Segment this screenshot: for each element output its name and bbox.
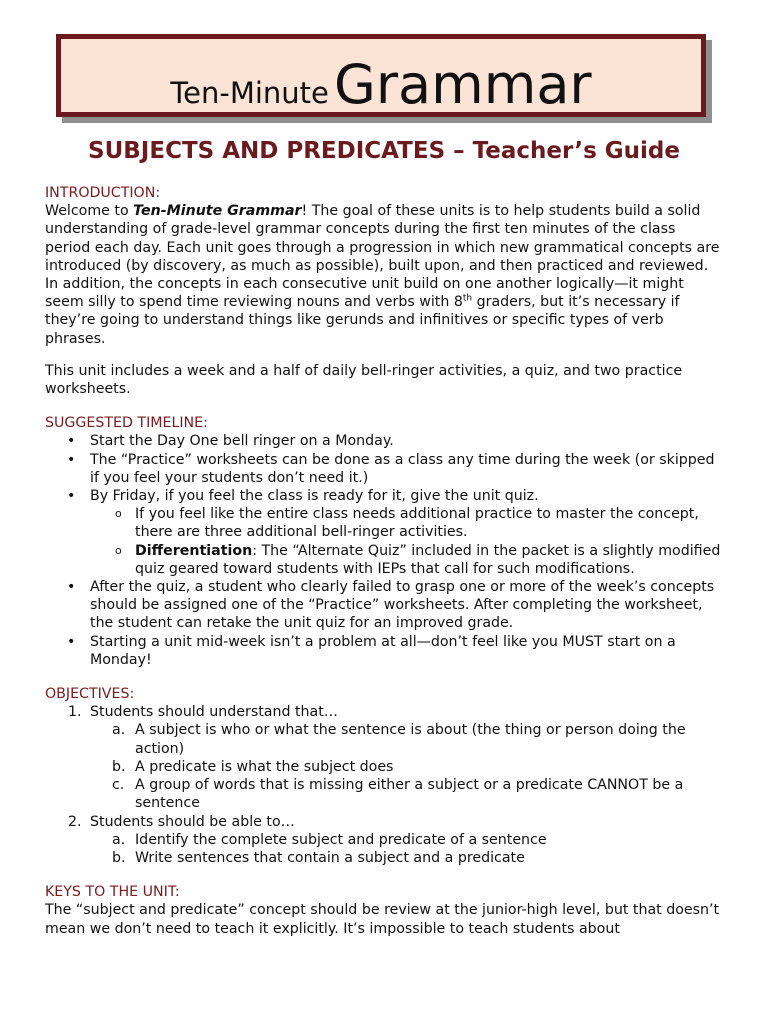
list-item-text: Students should understand that… <box>90 704 338 721</box>
intro-superscript: th <box>462 293 473 304</box>
introduction-heading: INTRODUCTION: <box>45 185 161 201</box>
timeline-heading: SUGGESTED TIMELINE: <box>45 415 208 432</box>
document-title <box>61 53 701 116</box>
sublist-item-text: Identify the complete subject and predicate of a sentence <box>135 831 547 848</box>
sublist-item-text: A predicate is what the subject does <box>135 758 394 775</box>
list-letter: b. <box>112 758 126 775</box>
intro-series-name: Ten-Minute Grammar <box>133 203 302 220</box>
sublist-item-text: : The “Alternate Quiz” included in the packet is a slightly modified quiz geared toward students with IEPs that call for such modifications. <box>135 542 721 577</box>
sublist-item-text: Write sentences that contain a subject and a predicate <box>135 849 525 866</box>
sublist-item <box>45 849 725 867</box>
timeline-sublist <box>90 505 725 578</box>
list-item-text: After the quiz, a student who clearly failed to grasp one or more of the week’s concepts should be assigned one of the “Practice” worksheets. After completing the worksheet, the student can retake the unit quiz for an improved grade. <box>90 579 715 632</box>
list-item-text: Starting a unit mid-week isn’t a problem at all—don’t feel like you MUST start on a Monday! <box>90 633 676 668</box>
sublist-item <box>45 542 725 578</box>
sublist-item <box>45 758 725 776</box>
list-item-text: Students should be able to… <box>90 813 295 830</box>
sublist-item-text: If you feel like the entire class needs additional practice to master the concept, there are three additional bell-ringer activities. <box>135 506 699 541</box>
sublist-item-text: A group of words that is missing either a subject or a predicate CANNOT be a sentence <box>135 777 684 812</box>
objectives-sublist <box>90 721 725 812</box>
list-letter: a. <box>112 722 126 739</box>
title-banner <box>56 34 706 117</box>
keys-paragraph: The “subject and predicate” concept should be review at the junior-high level, but that doesn’t mean we don’t need to teach it explicitly. It’s impossible to teach students about <box>45 902 720 937</box>
sublist-item <box>45 831 725 849</box>
list-item <box>45 633 725 669</box>
list-letter: c. <box>112 777 125 794</box>
list-letter: a. <box>112 831 126 848</box>
title-prefix: Ten-Minute <box>170 76 329 110</box>
list-item <box>45 487 725 578</box>
list-item <box>45 451 725 487</box>
sublist-item-text: A subject is who or what the sentence is about (the thing or person doing the action) <box>135 722 686 757</box>
bullet-icon: • <box>67 433 76 450</box>
list-item <box>45 432 725 450</box>
keys-heading: KEYS TO THE UNIT: <box>45 884 180 901</box>
introduction-paragraph <box>45 202 725 348</box>
sublist-item <box>45 776 725 812</box>
bullet-icon: • <box>67 451 76 468</box>
bullet-icon: • <box>67 488 76 505</box>
bullet-icon: • <box>67 633 76 650</box>
differentiation-label: Differentiation <box>135 542 253 559</box>
list-item-text: By Friday, if you feel the class is ready for it, give the unit quiz. <box>90 488 539 505</box>
list-item <box>45 813 725 868</box>
bullet-icon: • <box>67 579 76 596</box>
list-letter: b. <box>112 849 126 866</box>
list-item <box>45 578 725 633</box>
timeline-list <box>45 432 725 669</box>
document-body <box>45 184 725 938</box>
list-item-text: Start the Day One bell ringer on a Monday. <box>90 433 394 450</box>
list-number: 1. <box>68 704 82 721</box>
circle-bullet-icon: o <box>115 543 122 557</box>
objectives-sublist <box>90 831 725 867</box>
unit-contents-paragraph: This unit includes a week and a half of daily bell-ringer activities, a quiz, and two practice worksheets. <box>45 362 683 398</box>
document-subtitle: SUBJECTS AND PREDICATES – Teacher’s Guide <box>88 138 680 164</box>
list-number: 2. <box>68 813 82 830</box>
circle-bullet-icon: o <box>115 507 122 521</box>
intro-text-start: Welcome to <box>45 203 134 220</box>
objectives-list <box>45 703 725 867</box>
intro-text-body: ! The goal of these units is to help students build a solid understanding of grade-level grammar concepts during the first ten minutes of the class period each day. Each unit goes through a progression in which new grammatical concepts are introduced (by discovery, as much as possible), built upon, and then practiced and reviewed. In addition, the concepts in each consecutive unit build on one another logically—it might seem silly to spend time reviewing nouns and verbs with 8 <box>45 203 720 311</box>
intro-text-end: graders, but it’s necessary if they’re going to understand things like gerunds and infinitives or specific types of verb phrases. <box>45 294 680 347</box>
list-item <box>45 703 725 812</box>
sublist-item <box>45 721 725 757</box>
sublist-item <box>45 505 725 541</box>
list-item-text: The “Practice” worksheets can be done as a class any time during the week (or skipped if you feel your students don’t need it.) <box>90 451 715 486</box>
objectives-heading: OBJECTIVES: <box>45 686 135 703</box>
title-main: Grammar <box>333 53 592 116</box>
